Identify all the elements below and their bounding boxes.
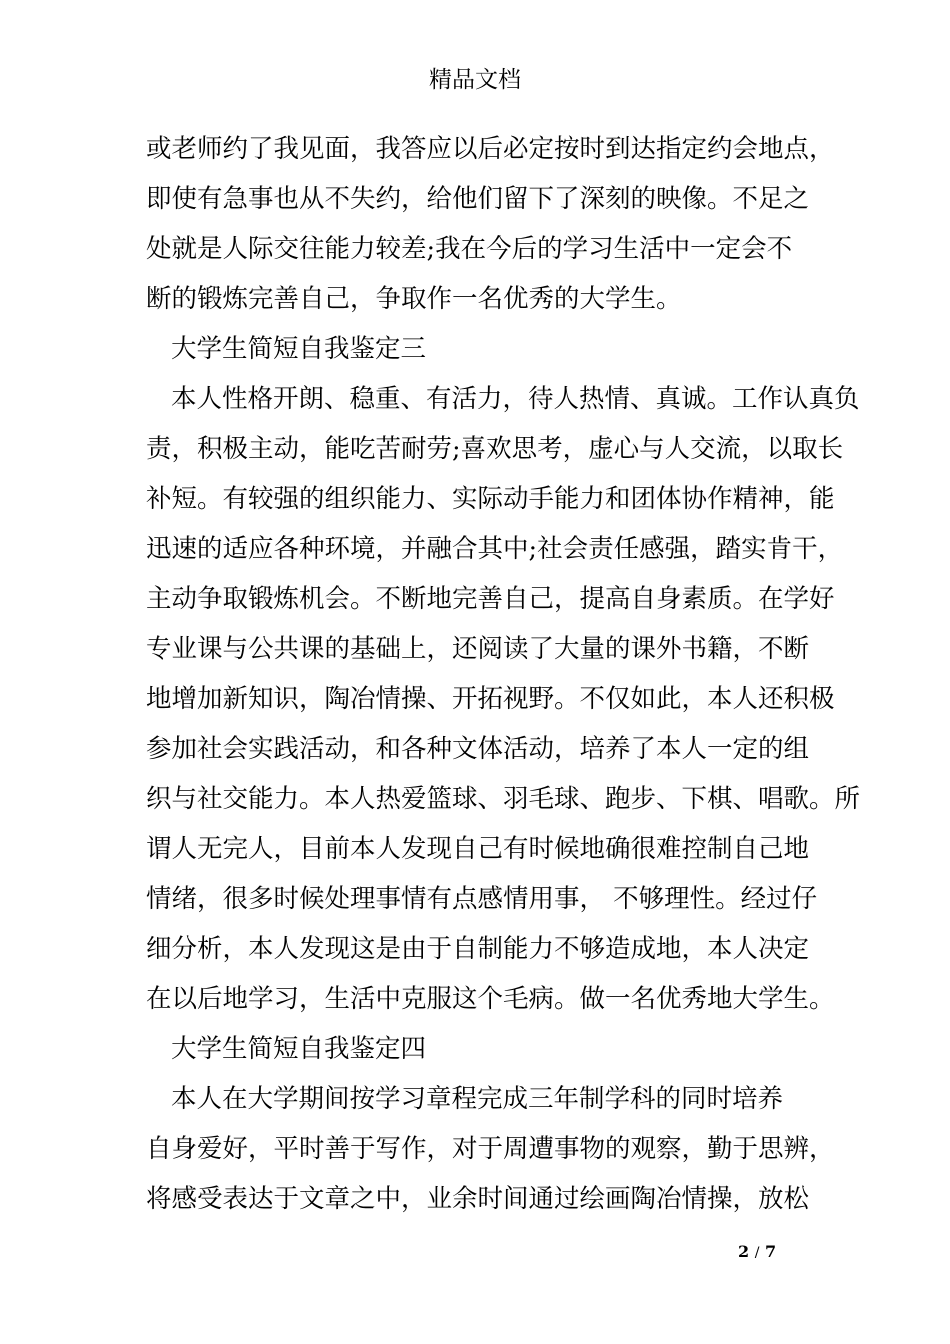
text-line: 或老师约了我见面，我答应以后必定按时到达指定约会地点， — [146, 134, 835, 164]
text-line: 织与社交能力。本人热爱篮球、羽毛球、跑步、下棋、唱歌。所 — [146, 784, 861, 814]
page-number-separator: / — [754, 1245, 760, 1261]
text-line: 将感受表达于文章之中，业余时间通过绘画陶冶情操，放松 — [146, 1184, 810, 1214]
section-heading: 大学生简短自我鉴定三 — [171, 334, 427, 364]
text-line: 本人在大学期间按学习章程完成三年制学科的同时培养 — [171, 1084, 784, 1114]
page-number-current: 2 — [738, 1242, 750, 1261]
page-number-total: 7 — [765, 1242, 777, 1261]
page-number — [738, 1242, 798, 1263]
text-line: 迅速的适应各种环境，并融合其中;社会责任感强，踏实肯干， — [146, 534, 844, 564]
text-line: 断的锻炼完善自己，争取作一名优秀的大学生。 — [146, 284, 682, 314]
text-line: 主动争取锻炼机会。不断地完善自己，提高自身素质。在学好 — [146, 584, 835, 614]
text-line: 参加社会实践活动，和各种文体活动，培养了本人一定的组 — [146, 734, 810, 764]
text-line: 地增加新知识，陶冶情操、开拓视野。不仅如此，本人还积极 — [146, 684, 835, 714]
text-line: 补短。有较强的组织能力、实际动手能力和团体协作精神，能 — [146, 484, 835, 514]
text-line: 处就是人际交往能力较差;我在今后的学习生活中一定会不 — [146, 234, 793, 264]
text-line: 责，积极主动，能吃苦耐劳;喜欢思考，虚心与人交流，以取长 — [146, 434, 844, 464]
document-body — [146, 124, 861, 1224]
text-line: 细分析，本人发现这是由于自制能力不够造成地，本人决定 — [146, 934, 810, 964]
page-header-title: 精品文档 — [429, 67, 521, 93]
text-line: 自身爱好，平时善于写作，对于周遭事物的观察，勤于思辨， — [146, 1134, 835, 1164]
text-line: 在以后地学习，生活中克服这个毛病。做一名优秀地大学生。 — [146, 984, 835, 1014]
text-line: 情绪，很多时候处理事情有点感情用事， 不够理性。经过仔 — [146, 884, 818, 914]
text-line: 专业课与公共课的基础上，还阅读了大量的课外书籍，不断 — [146, 634, 810, 664]
section-heading: 大学生简短自我鉴定四 — [171, 1034, 427, 1064]
text-line: 即使有急事也从不失约，给他们留下了深刻的映像。不足之 — [146, 184, 810, 214]
text-line: 本人性格开朗、稳重、有活力，待人热情、真诚。工作认真负 — [171, 384, 860, 414]
text-line: 谓人无完人，目前本人发现自己有时候地确很难控制自己地 — [146, 834, 810, 864]
